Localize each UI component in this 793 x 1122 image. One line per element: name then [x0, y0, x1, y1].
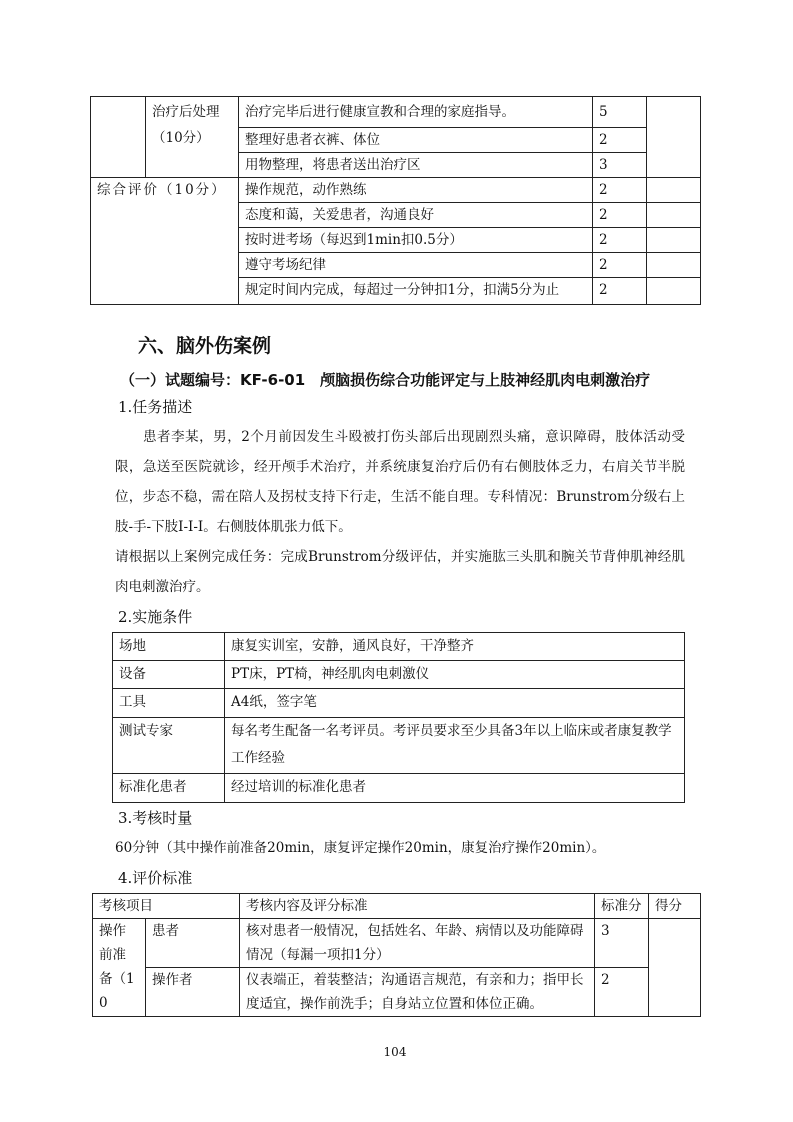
question-title: （一）试题编号：KF-6-01 颅脑损伤综合功能评定与上肢神经肌肉电刺激治疗	[120, 371, 651, 389]
criteria-heading: 4.评价标准	[118, 869, 193, 887]
conditions-table: 场地 康复实训室，安静，通风良好，干净整齐 设备 PT床，PT椅，神经肌肉电刺激仪 工具 A4纸，签字笔 测试专家 每名考生配备一名考评员。考评员要求至少具备3年以上临床或者康复教学工作经验 标准化患者 经过培训的标准化患者	[112, 632, 685, 803]
conditions-heading: 2.实施条件	[118, 608, 193, 626]
section-title: 六、脑外伤案例	[138, 335, 272, 357]
task-request: 请根据以上案例完成任务：完成Brunstrom分级评估，并实施肱三头肌和腕关节背伸肌神经肌肉电刺激治疗。	[115, 549, 685, 595]
group-label: 综合评价（10分）	[91, 178, 239, 305]
group-label: 治疗后处理（10分）	[146, 97, 239, 178]
group-label: 操作前准备（10	[93, 919, 146, 1017]
task-heading: 1.任务描述	[118, 398, 193, 416]
criteria-table: 考核项目 考核内容及评分标准 标准分 得分 操作前准备（10 患者 核对患者一般情况，包括姓名、年龄、病情以及功能障碍情况（每漏一项扣1分） 3 操作者 仪表端正，着装整洁；沟通语言规范，有亲和力；指甲长度适宜，操作前洗手；自身站立位置和体位正确。 2	[92, 893, 701, 1017]
content-flow	[90, 332, 700, 1059]
page-number: 104	[383, 1045, 407, 1059]
task-paragraph: 患者李某，男，2个月前因发生斗殴被打伤头部后出现剧烈头痛，意识障碍，肢体活动受限，急送至医院就诊，经开颅手术治疗，并系统康复治疗后仍有右侧肢体乏力，右肩关节半脱位，步态不稳，需在陪人及拐杖支持下行走，生活不能自理。专科情况：Brunstrom分级右上肢-手-下肢Ⅰ-Ⅰ-Ⅰ。右侧肢体肌张力低下。	[115, 429, 685, 535]
time-heading: 3.考核时量	[118, 809, 193, 827]
time-text: 60分钟（其中操作前准备20min，康复评定操作20min，康复治疗操作20min）。	[115, 840, 606, 856]
scoring-table-continued: 治疗后处理（10分） 治疗完毕后进行健康宣教和合理的家庭指导。 5 整理好患者衣裤、体位 2 用物整理，将患者送出治疗区 3 综合评价（10分） 操作规范，动作熟练 2 态度和蔼，关爱患者，沟通良好 2 按时进考场（每迟到1min扣0.5分） 2 遵守考场纪律 2 规定时间内完成，每超过一分钟扣1分，扣满5分为止 2	[90, 96, 701, 305]
